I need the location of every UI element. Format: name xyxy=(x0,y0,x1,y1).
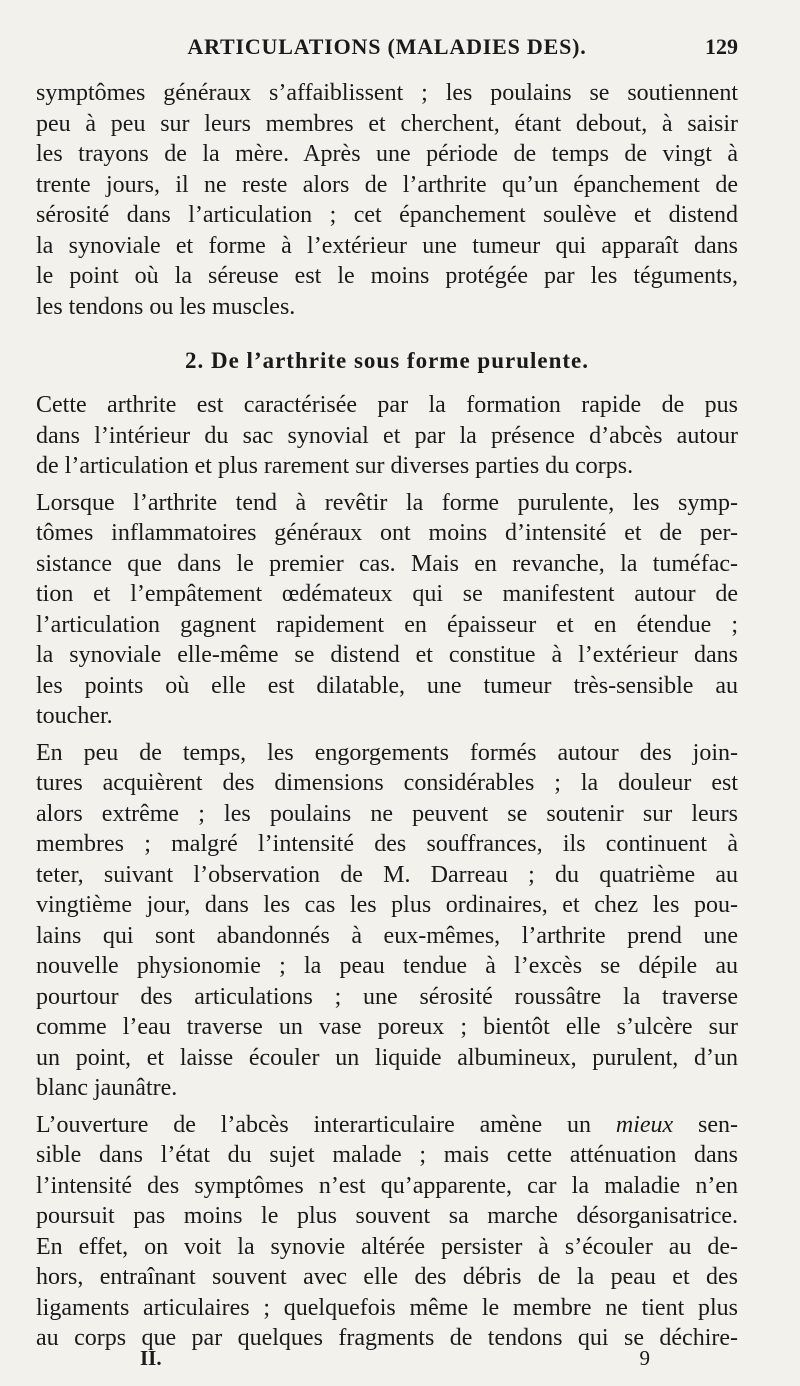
body-text xyxy=(36,78,738,1354)
text-line: toucher. xyxy=(36,703,113,729)
text-line: blanc jaunâtre. xyxy=(36,1075,178,1101)
text-line: membres ; malgré l’intensité des souffrances, ils continuent à xyxy=(36,831,738,857)
text-line: sérosité dans l’articulation ; cet épanchement soulève et distend xyxy=(36,202,738,228)
text-line: sistance que dans le premier cas. Mais en revanche, la tuméfac- xyxy=(36,550,738,577)
text-line: peu à peu sur leurs membres et cherchent, étant debout, à saisir xyxy=(36,110,738,137)
text-line: En peu de temps, les engorgements formés autour des join- xyxy=(36,739,738,766)
text-line: tures acquièrent des dimensions considérables ; la douleur est xyxy=(36,770,738,796)
text-line: au corps que par quelques fragments de tendons qui se déchire- xyxy=(36,1325,738,1351)
text-line: Cette arthrite est caractérisée par la formation rapide de pus xyxy=(36,392,738,418)
text-line: dans l’intérieur du sac synovial et par la présence d’abcès autour xyxy=(36,422,738,449)
text-line: les tendons ou les muscles. xyxy=(36,293,296,320)
paragraph xyxy=(36,738,738,1104)
text-line: un point, et laisse écouler un liquide albumineux, purulent, d’un xyxy=(36,1044,738,1071)
text-line: symptômes généraux s’affaiblissent ; les poulains se soutiennent xyxy=(36,80,738,106)
paragraph xyxy=(36,1110,738,1354)
text-line: nouvelle physionomie ; la peau tendue à l’excès se dépile au xyxy=(36,953,738,979)
text-line: trente jours, il ne reste alors de l’arthrite qu’un épanchement de xyxy=(36,171,738,198)
text-line: sible dans l’état du sujet malade ; mais cette atténuation dans xyxy=(36,1142,738,1168)
text-line: pourtour des articulations ; une sérosité roussâtre la traverse xyxy=(36,983,738,1010)
running-head xyxy=(36,32,738,62)
text-line: la synoviale et forme à l’extérieur une tumeur qui apparaît dans xyxy=(36,232,738,259)
text-line: poursuit pas moins le plus souvent sa marche désorganisatrice. xyxy=(36,1203,738,1229)
paragraph xyxy=(36,390,738,482)
emphasis-word: mieux xyxy=(615,1111,674,1138)
text-line: Lorsque l’arthrite tend à revêtir la forme purulente, les symp- xyxy=(36,489,738,516)
text-line: alors extrême ; les poulains ne peuvent se soutenir sur leurs xyxy=(36,800,738,827)
text-line: les points où elle est dilatable, une tumeur très-sensible au xyxy=(36,672,738,699)
text-line: l’intensité des symptômes n’est qu’apparente, car la maladie n’en xyxy=(36,1172,738,1199)
text-line: l’articulation gagnent rapidement en épaisseur et en étendue ; xyxy=(36,611,738,638)
paragraph xyxy=(36,78,738,322)
page-footer xyxy=(140,1346,650,1376)
text-line: lains qui sont abandonnés à eux-mêmes, l’arthrite prend une xyxy=(36,922,738,949)
text-line: les trayons de la mère. Après une période de temps de vingt à xyxy=(36,141,738,167)
text-line: teter, suivant l’observation de M. Darreau ; du quatrième au xyxy=(36,861,738,888)
text-line: hors, entraînant souvent avec elle des débris de la peau et des xyxy=(36,1264,738,1290)
text-line: la synoviale elle-même se distend et constitue à l’extérieur dans xyxy=(36,642,738,668)
section-heading: 2. De l’arthrite sous forme purulente. xyxy=(184,348,589,373)
paragraph xyxy=(36,488,738,732)
text-line-with-italic: L’ouverture de l’abcès interarticulaire amène un mieux sen- xyxy=(36,1111,739,1138)
text-line: En effet, on voit la synovie altérée persister à s’écouler au de- xyxy=(36,1233,738,1260)
text-line: ligaments articulaires ; quelquefois même le membre ne tient plus xyxy=(36,1294,738,1321)
text-line: le point où la séreuse est le moins protégée par les téguments, xyxy=(36,263,738,289)
text-line: de l’articulation et plus rarement sur diverses parties du corps. xyxy=(36,453,634,479)
text-line: comme l’eau traverse un vase poreux ; bientôt elle s’ulcère sur xyxy=(36,1014,738,1040)
text-line: vingtième jour, dans les cas les plus ordinaires, et chez les pou- xyxy=(36,892,738,918)
running-title: ARTICULATIONS (MALADIES DES). xyxy=(187,34,587,59)
text-line: tion et l’empâtement œdémateux qui se manifestent autour de xyxy=(36,581,738,607)
text-line: tômes inflammatoires généraux ont moins d’intensité et de per- xyxy=(36,520,738,546)
page-number: 129 xyxy=(705,34,738,59)
signature-mark: 9 xyxy=(639,1346,650,1370)
volume-number: II. xyxy=(140,1346,162,1370)
